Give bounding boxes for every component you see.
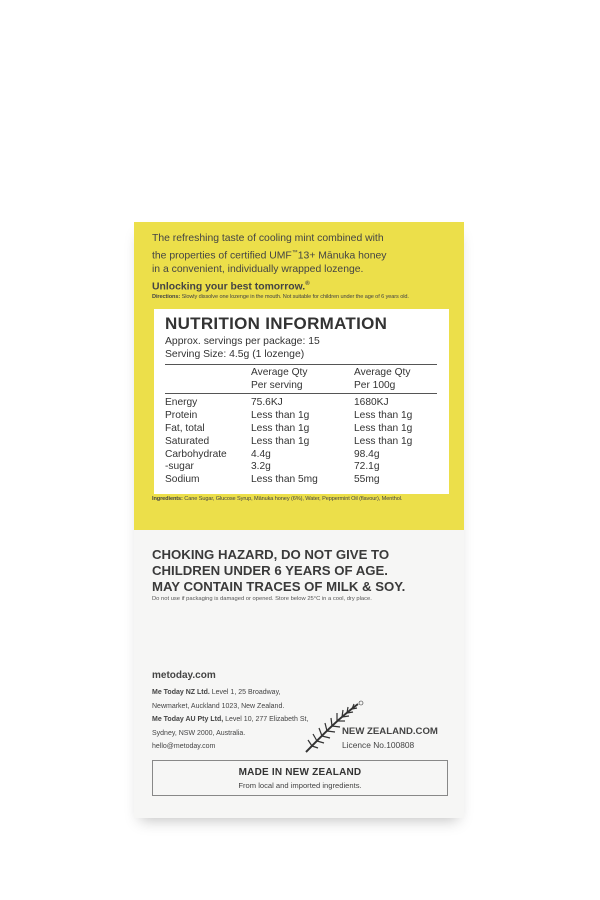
row-label: Sodium [165,474,200,485]
row-label: Saturated [165,436,210,447]
company-address [152,686,322,754]
nz-address-line-2: Newmarket, Auckland 1023, New Zealand. [152,702,285,710]
new-zealand-com-logo: NEW ZEALAND.COM [342,726,438,737]
col-serving-header-1: Average Qty [251,367,308,378]
row-per-100g: Less than 1g [354,410,413,421]
col-100g-header-2: Per 100g [354,380,396,391]
row-per-serving: Less than 1g [251,423,310,434]
row-per-100g: 1680KJ [354,397,389,408]
intro-text [152,232,452,295]
intro-line-2b: 13+ Mānuka honey [297,250,387,262]
row-per-100g: 55mg [354,474,380,485]
intro-line-1: The refreshing taste of cooling mint combined with [152,233,384,244]
storage-instructions: Do not use if packaging is damaged or opened. Store below 25°C in a cool, dry place. [152,596,372,602]
row-label: Carbohydrate [165,449,227,460]
directions-label: Directions: [152,294,181,300]
hazard-line-3: MAY CONTAIN TRACES OF MILK & SOY. [152,579,406,594]
made-in-box [152,760,448,796]
intro-line-3: in a convenient, individually wrapped lozenge. [152,264,364,276]
table-rule-mid [165,393,437,394]
yellow-panel [134,222,464,530]
row-per-serving: 75.6KJ [251,397,283,408]
row-per-100g: Less than 1g [354,436,413,447]
row-per-serving: Less than 1g [251,410,310,421]
serving-size: Serving Size: 4.5g (1 lozenge) [165,349,305,360]
choking-hazard-warning [152,547,452,595]
nutrition-panel [154,309,449,494]
row-per-100g: 98.4g [354,449,380,460]
ingredients-origin: From local and imported ingredients. [238,781,362,790]
directions [152,294,457,300]
row-per-100g: Less than 1g [354,423,413,434]
au-address-line-2: Sydney, NSW 2000, Australia. [152,729,246,737]
licence-number: Licence No.100808 [342,740,415,750]
row-per-100g: 72.1g [354,461,380,472]
tagline: Unlocking your best tomorrow.® [152,281,310,293]
email: hello@metoday.com [152,743,216,750]
product-box [134,222,464,818]
row-per-serving: 3.2g [251,461,271,472]
directions-text: Slowly dissolve one lozenge in the mouth. Not suitable for children under the age of 6 years old. [180,294,409,300]
table-rule-top [165,364,437,365]
ingredients-text: Cane Sugar, Glucose Syrup, Mānuka honey (6%), Water, Peppermint Oil (flavour), Menthol. [182,496,403,502]
hazard-line-1: CHOKING HAZARD, DO NOT GIVE TO [152,547,390,562]
intro-line-2a: the properties of certified UMF [152,250,292,262]
trademark-mark: ™ [291,250,298,256]
row-label: Protein [165,410,198,421]
row-per-serving: Less than 5mg [251,474,318,485]
hazard-line-2: CHILDREN UNDER 6 YEARS OF AGE. [152,563,388,578]
ingredients-label: Ingredients: [152,496,183,502]
au-address-line-1: Level 10, 277 Elizabeth St, [223,716,309,723]
col-100g-header-1: Average Qty [354,367,411,378]
row-label: -sugar [165,461,194,472]
row-label: Fat, total [165,423,205,434]
row-per-serving: 4.4g [251,449,271,460]
row-label: Energy [165,397,198,408]
ingredients [152,496,457,502]
row-per-serving: Less than 1g [251,436,310,447]
nutrition-title: NUTRITION INFORMATION [165,314,388,333]
nz-company: Me Today NZ Ltd. [152,689,210,696]
col-serving-header-2: Per serving [251,380,303,391]
nz-address-line-1: Level 1, 25 Broadway, [209,689,281,696]
website: metoday.com [152,670,216,681]
servings-per-package: Approx. servings per package: 15 [165,336,320,347]
au-company: Me Today AU Pty Ltd, [152,716,224,723]
made-in-new-zealand: MADE IN NEW ZEALAND [238,767,362,778]
